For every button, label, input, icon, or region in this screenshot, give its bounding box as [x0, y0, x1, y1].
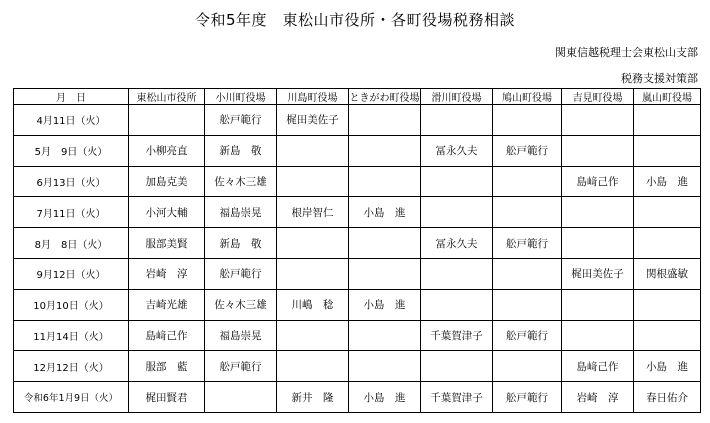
- cell-ogawa: 舩戸範行: [205, 258, 277, 289]
- table-row: [14, 135, 701, 166]
- cell-ogawa: 佐々木三雄: [205, 289, 277, 320]
- cell-namegawa: 冨永久夫: [421, 228, 493, 259]
- cell-kawajima: [277, 135, 349, 166]
- cell-kawajima: [277, 258, 349, 289]
- cell-hatoyama: [493, 351, 562, 382]
- table-row: [14, 320, 701, 351]
- table-row: [14, 228, 701, 259]
- cell-hatoyama: 舩戸範行: [493, 228, 562, 259]
- cell-tokigawa: [349, 166, 421, 197]
- cell-ranzan: 小島 進: [634, 351, 701, 382]
- column-header-kawajima: 川島町役場: [277, 89, 349, 105]
- cell-tokigawa: 小島 進: [349, 197, 421, 228]
- cell-ranzan: [634, 320, 701, 351]
- cell-hatoyama: 舩戸範行: [493, 135, 562, 166]
- document-title: 令和5年度 東松山市役所・各町役場税務相談: [194, 11, 516, 29]
- cell-higashimatsuyama: 梶田賢君: [129, 382, 205, 413]
- cell-ogawa: 福島崇晃: [205, 320, 277, 351]
- organization-name: 関東信越税理士会東松山支部: [555, 46, 698, 59]
- cell-tokigawa: [349, 135, 421, 166]
- cell-hatoyama: 舩戸範行: [493, 382, 562, 413]
- cell-date: 令和6年1月9日（火）: [14, 382, 129, 413]
- cell-kawajima: [277, 166, 349, 197]
- cell-kawajima: 根岸智仁: [277, 197, 349, 228]
- cell-hatoyama: [493, 105, 562, 136]
- table-row: [14, 166, 701, 197]
- cell-kawajima: 川嶋 稔: [277, 289, 349, 320]
- cell-higashimatsuyama: [129, 105, 205, 136]
- cell-namegawa: 千葉賀津子: [421, 320, 493, 351]
- cell-kawajima: [277, 320, 349, 351]
- cell-yoshimi: 島﨑己作: [562, 166, 634, 197]
- cell-higashimatsuyama: 服部美賢: [129, 228, 205, 259]
- cell-date: 12月12日（火）: [14, 351, 129, 382]
- cell-date: 10月10日（火）: [14, 289, 129, 320]
- cell-kawajima: [277, 228, 349, 259]
- cell-higashimatsuyama: 加島克美: [129, 166, 205, 197]
- cell-namegawa: 千葉賀津子: [421, 382, 493, 413]
- cell-higashimatsuyama: 島﨑己作: [129, 320, 205, 351]
- cell-date: 7月11日（火）: [14, 197, 129, 228]
- cell-hatoyama: 舩戸範行: [493, 320, 562, 351]
- cell-tokigawa: [349, 320, 421, 351]
- cell-ranzan: [634, 289, 701, 320]
- cell-namegawa: [421, 351, 493, 382]
- cell-namegawa: 冨永久夫: [421, 135, 493, 166]
- cell-ranzan: 春日佑介: [634, 382, 701, 413]
- cell-tokigawa: 小島 進: [349, 382, 421, 413]
- cell-date: 6月13日（火）: [14, 166, 129, 197]
- cell-hatoyama: [493, 258, 562, 289]
- cell-ogawa: 福島崇晃: [205, 197, 277, 228]
- cell-ogawa: 佐々木三雄: [205, 166, 277, 197]
- cell-kawajima: [277, 351, 349, 382]
- cell-namegawa: [421, 258, 493, 289]
- cell-higashimatsuyama: 小柳亮直: [129, 135, 205, 166]
- cell-namegawa: [421, 105, 493, 136]
- cell-ranzan: [634, 105, 701, 136]
- cell-hatoyama: [493, 166, 562, 197]
- cell-yoshimi: [562, 135, 634, 166]
- cell-namegawa: [421, 289, 493, 320]
- cell-ranzan: [634, 228, 701, 259]
- cell-yoshimi: [562, 105, 634, 136]
- consultation-schedule-table: [13, 88, 701, 413]
- cell-namegawa: [421, 166, 493, 197]
- column-header-date: 月 日: [14, 89, 129, 105]
- cell-yoshimi: [562, 197, 634, 228]
- cell-ogawa: 舩戸範行: [205, 351, 277, 382]
- cell-namegawa: [421, 197, 493, 228]
- column-header-tokigawa: ときがわ町役場: [349, 89, 421, 105]
- column-header-hatoyama: 鳩山町役場: [493, 89, 562, 105]
- cell-yoshimi: 梶田美佐子: [562, 258, 634, 289]
- table-row: [14, 197, 701, 228]
- table-row: [14, 351, 701, 382]
- cell-ranzan: [634, 135, 701, 166]
- cell-yoshimi: [562, 320, 634, 351]
- cell-ranzan: 関根盛敏: [634, 258, 701, 289]
- cell-yoshimi: 島﨑己作: [562, 351, 634, 382]
- column-header-ranzan: 嵐山町役場: [634, 89, 701, 105]
- cell-tokigawa: [349, 351, 421, 382]
- column-header-namegawa: 滑川町役場: [421, 89, 493, 105]
- table-row: [14, 382, 701, 413]
- cell-tokigawa: 小島 進: [349, 289, 421, 320]
- table-header-row: [14, 89, 701, 105]
- cell-hatoyama: [493, 197, 562, 228]
- column-header-ogawa: 小川町役場: [205, 89, 277, 105]
- cell-ranzan: [634, 197, 701, 228]
- cell-ogawa: 舩戸範行: [205, 105, 277, 136]
- cell-yoshimi: [562, 228, 634, 259]
- department-name: 税務支援対策部: [621, 72, 698, 85]
- cell-yoshimi: 岩崎 淳: [562, 382, 634, 413]
- cell-tokigawa: [349, 105, 421, 136]
- cell-higashimatsuyama: 岩崎 淳: [129, 258, 205, 289]
- table-row: [14, 289, 701, 320]
- cell-date: 8月 8日（火）: [14, 228, 129, 259]
- cell-date: 4月11日（火）: [14, 105, 129, 136]
- cell-date: 5月 9日（火）: [14, 135, 129, 166]
- cell-higashimatsuyama: 小河大輔: [129, 197, 205, 228]
- cell-ogawa: 新島 敬: [205, 135, 277, 166]
- cell-yoshimi: [562, 289, 634, 320]
- cell-higashimatsuyama: 服部 藍: [129, 351, 205, 382]
- cell-hatoyama: [493, 289, 562, 320]
- table-row: [14, 105, 701, 136]
- cell-date: 9月12日（火）: [14, 258, 129, 289]
- cell-tokigawa: [349, 258, 421, 289]
- cell-kawajima: 梶田美佐子: [277, 105, 349, 136]
- column-header-yoshimi: 吉見町役場: [562, 89, 634, 105]
- cell-ogawa: [205, 382, 277, 413]
- column-header-higashimatsuyama: 東松山市役所: [129, 89, 205, 105]
- cell-ogawa: 新島 敬: [205, 228, 277, 259]
- cell-tokigawa: [349, 228, 421, 259]
- cell-date: 11月14日（火）: [14, 320, 129, 351]
- cell-kawajima: 新井 隆: [277, 382, 349, 413]
- table-row: [14, 258, 701, 289]
- cell-ranzan: 小島 進: [634, 166, 701, 197]
- cell-higashimatsuyama: 吉崎光雄: [129, 289, 205, 320]
